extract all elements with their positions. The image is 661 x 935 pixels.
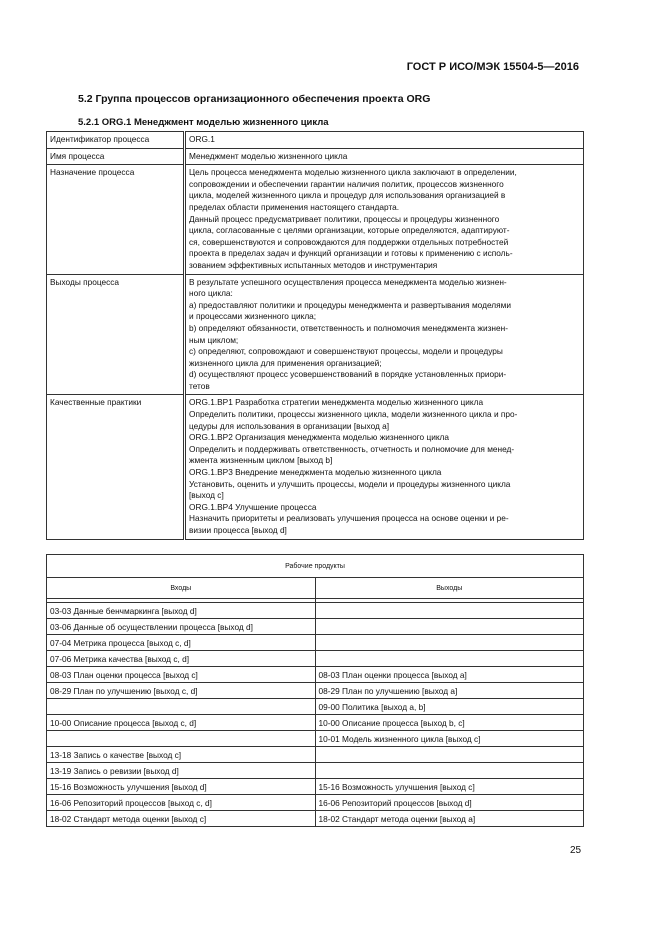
process-outputs-text — [185, 274, 584, 395]
output-cell: 16-06 Репозиторий процессов [выход d] — [315, 795, 584, 811]
output-cell: 09-00 Политика [выход a, b] — [315, 699, 584, 715]
outputs-line: В результате успешного осуществления процесса менеджмента моделью жизнен- — [189, 276, 507, 287]
output-cell: 08-03 План оценки процесса [выход a] — [315, 667, 584, 683]
input-cell: 03-06 Данные об осуществлении процесса [выход d] — [47, 619, 316, 635]
input-cell: 10-00 Описание процесса [выход c, d] — [47, 715, 316, 731]
input-cell: 07-06 Метрика качества [выход c, d] — [47, 651, 316, 667]
output-cell — [315, 763, 584, 779]
table-row — [47, 619, 584, 635]
practices-line: ORG.1.BP3 Внедрение менеджмента моделью жизненного цикла — [189, 467, 442, 478]
purpose-line: зованием эффективных испытанных методов и инструментария — [189, 259, 438, 270]
table-row — [47, 635, 584, 651]
practices-line: визии процесса [выход d] — [189, 525, 287, 535]
table-row — [47, 747, 584, 763]
process-purpose-row — [47, 165, 584, 274]
process-id-row — [47, 132, 584, 149]
process-practices-row — [47, 395, 584, 539]
process-outputs-row — [47, 274, 584, 395]
input-cell: 18-02 Стандарт метода оценки [выход c] — [47, 811, 316, 827]
work-products-caption-row — [47, 555, 584, 578]
work-products-table — [46, 554, 584, 827]
output-cell — [315, 747, 584, 763]
process-practices-text — [185, 395, 584, 539]
table-row — [47, 667, 584, 683]
output-cell: 15-16 Возможность улучшения [выход c] — [315, 779, 584, 795]
input-cell — [47, 699, 316, 715]
purpose-line: Данный процесс предусматривает политики, процессы и процедуры жизненного — [189, 213, 500, 224]
section-title: 5.2 Группа процессов организационного обеспечения проекта ORG — [78, 93, 431, 105]
outputs-line: d) осуществляют процесс усовершенствований в порядке установленных приори- — [189, 369, 507, 380]
table-row — [47, 763, 584, 779]
practices-line: Назначить приоритеты и реализовать улучшения процесса на основе оценки и ре- — [189, 513, 509, 524]
page-number: 25 — [570, 845, 582, 856]
process-name-value: Менеджмент моделью жизненного цикла — [185, 148, 584, 165]
document-header: ГОСТ Р ИСО/МЭК 15504-5—2016 — [406, 61, 579, 73]
table-row — [47, 699, 584, 715]
table-row — [47, 603, 584, 619]
process-purpose-label: Назначение процесса — [47, 165, 185, 274]
process-name-label: Имя процесса — [47, 148, 185, 165]
process-name-row — [47, 148, 584, 165]
process-id-label: Идентификатор процесса — [47, 132, 185, 149]
outputs-line: а) предоставляют политики и процедуры менеджмента и развертывания моделями — [189, 299, 511, 310]
output-cell — [315, 603, 584, 619]
outputs-line: b) определяют обязанности, ответственность и полномочия менеджмента жизнен- — [189, 322, 508, 333]
outputs-line: ного цикла: — [189, 288, 233, 299]
practices-line: жмента жизненным циклом [выход b] — [189, 455, 333, 466]
purpose-line: проекта в пределах задач и функций организации и готовы к применению с исполь- — [189, 248, 513, 259]
output-cell — [315, 619, 584, 635]
table-row — [47, 683, 584, 699]
purpose-line: сопровождении и обеспечении гарантии наличия политик, процессов жизненного — [189, 178, 504, 189]
outputs-line: ным циклом; — [189, 334, 239, 345]
practices-line: ORG.1.BP2 Организация менеджмента моделью жизненного цикла — [189, 432, 450, 443]
process-outputs-label: Выходы процесса — [47, 274, 185, 395]
process-purpose-text — [185, 165, 584, 274]
table-row — [47, 811, 584, 827]
purpose-line: Цель процесса менеджмента моделью жизненного цикла заключают в определении, — [189, 167, 517, 178]
purpose-line: ся, совершенствуются и сопровождаются для поддержки отдельных потребностей — [189, 236, 509, 247]
purpose-line: пределах области применения настоящего стандарта. — [189, 201, 400, 212]
practices-line: ORG.1.BP4 Улучшение процесса — [189, 501, 317, 512]
output-cell — [315, 635, 584, 651]
work-products-header-row — [47, 578, 584, 599]
output-cell: 18-02 Стандарт метода оценки [выход a] — [315, 811, 584, 827]
practices-line: Определить и поддерживать ответственность, отчетность и полномочие для менед- — [189, 443, 515, 454]
outputs-line: жизненного цикла для применения организацией; — [189, 357, 382, 368]
table-row — [47, 795, 584, 811]
input-cell: 07-04 Метрика процесса [выход c, d] — [47, 635, 316, 651]
practices-line: ORG.1.BP1 Разработка стратегии менеджмента моделью жизненного цикла — [189, 397, 484, 408]
subsection-title: 5.2.1 ORG.1 Менеджмент моделью жизненного цикла — [78, 117, 329, 128]
input-cell: 08-29 План по улучшению [выход c, d] — [47, 683, 316, 699]
process-practices-label: Качественные практики — [47, 395, 185, 539]
purpose-line: цикла, моделей жизненного цикла и процедур для использования организацией в — [189, 190, 506, 201]
practices-line: цедуры для использования в организации [выход a] — [189, 420, 390, 431]
process-id-value: ORG.1 — [185, 132, 584, 149]
table-row — [47, 779, 584, 795]
purpose-line: цикла, согласованные с целями организации, которые определяются, адаптируют- — [189, 225, 510, 236]
practices-line: [выход c] — [189, 490, 224, 501]
input-cell: 08-03 План оценки процесса [выход c] — [47, 667, 316, 683]
input-cell: 15-16 Возможность улучшения [выход d] — [47, 779, 316, 795]
output-cell: 10-00 Описание процесса [выход b, c] — [315, 715, 584, 731]
input-cell: 16-06 Репозиторий процессов [выход c, d] — [47, 795, 316, 811]
input-cell: 03-03 Данные бенчмаркинга [выход d] — [47, 603, 316, 619]
output-cell: 10-01 Модель жизненного цикла [выход c] — [315, 731, 584, 747]
outputs-line: и процессами жизненного цикла; — [189, 311, 317, 322]
table-row — [47, 651, 584, 667]
practices-line: Установить, оценить и улучшить процессы, модели и процедуры жизненного цикла — [189, 478, 511, 489]
inputs-header: Входы — [47, 578, 316, 599]
work-products-caption: Рабочие продукты — [47, 555, 584, 578]
input-cell: 13-19 Запись о ревизии [выход d] — [47, 763, 316, 779]
input-cell — [47, 731, 316, 747]
outputs-line: тетов — [189, 380, 210, 391]
outputs-line: c) определяют, сопровождают и совершенствуют процессы, модели и процедуры — [189, 346, 503, 357]
output-cell — [315, 651, 584, 667]
outputs-header: Выходы — [315, 578, 584, 599]
table-row — [47, 731, 584, 747]
output-cell: 08-29 План по улучшению [выход a] — [315, 683, 584, 699]
practices-line: Определить политики, процессы жизненного цикла, модели жизненного цикла и про- — [189, 409, 518, 420]
table-row — [47, 715, 584, 731]
process-table — [46, 131, 584, 540]
input-cell: 13-18 Запись о качестве [выход c] — [47, 747, 316, 763]
